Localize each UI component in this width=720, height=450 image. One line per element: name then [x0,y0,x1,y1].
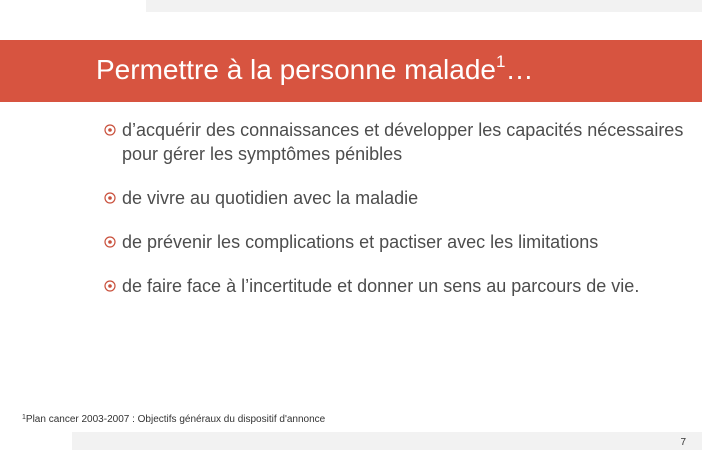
footnote [22,414,325,425]
slide-title [96,52,533,88]
footnote-marker: 1 [22,414,26,421]
circled-dot-icon [104,274,122,298]
top-decorative-strip [146,0,702,12]
footnote-text: Plan cancer 2003-2007 : Objectifs généraux du dispositif d'annonce [25,414,326,425]
bottom-decorative-strip [72,432,702,450]
circled-dot-icon [104,230,122,254]
circled-dot-icon [104,186,122,210]
bullet-item [104,230,684,254]
bullet-text: de vivre au quotidien avec la maladie [122,188,419,208]
bullet-list [104,118,684,298]
page-number: 7 [680,437,686,448]
bullet-text: de faire face à l’incertitude et donner un sens au parcours de vie. [122,276,640,296]
bullet-item [104,118,684,166]
title-ellipsis: … [505,54,534,85]
circled-dot-icon [104,118,122,142]
slide-title-text: Permettre à la personne malade [96,54,496,85]
bullet-item [104,274,684,298]
bullet-item [104,186,684,210]
title-footnote-marker: 1 [496,52,506,71]
bullet-text: d’acquérir des connaissances et développer les capacités nécessaires pour gérer les symptômes pénibles [122,120,684,164]
bullet-text: de prévenir les complications et pactiser avec les limitations [122,232,599,252]
